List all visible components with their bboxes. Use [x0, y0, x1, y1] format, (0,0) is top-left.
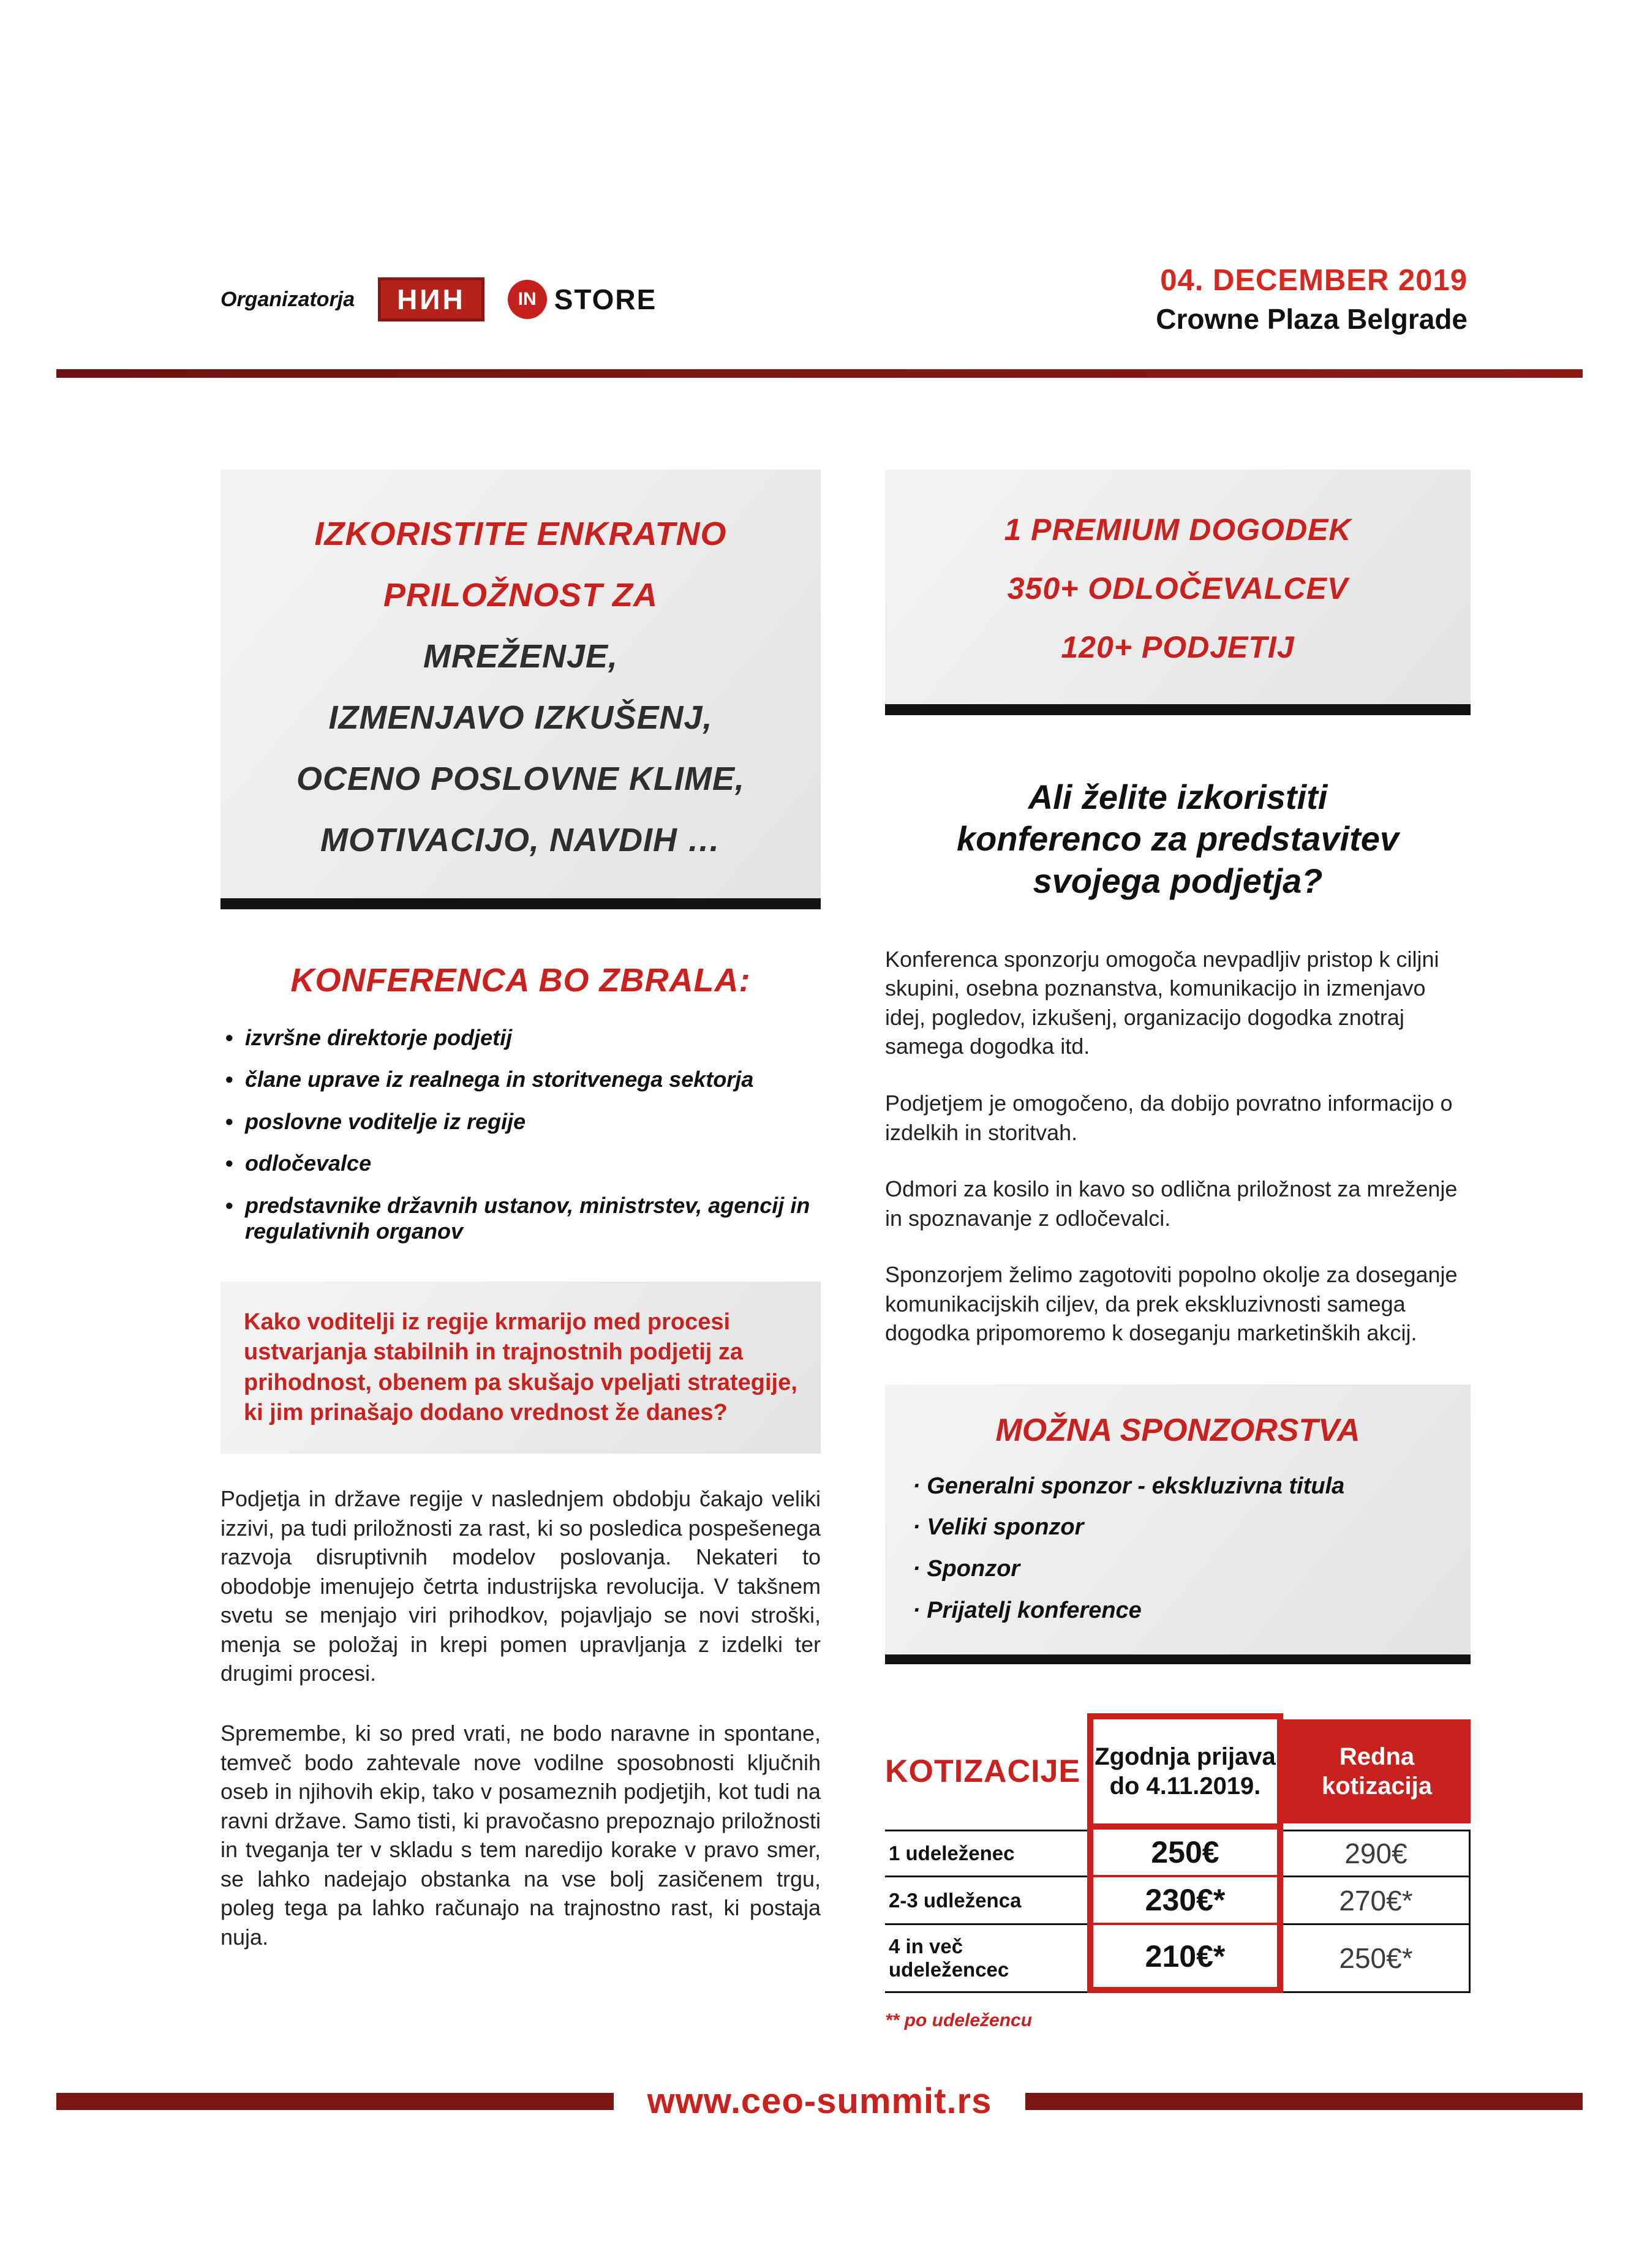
page-footer: [56, 2081, 1583, 2122]
gather-heading: KONFERENCA BO ZBRALA:: [290, 962, 751, 999]
sponsorship-item: · Veliki sponzor: [913, 1514, 1084, 1541]
instore-logo: [508, 280, 657, 319]
footer-bar-right: [1025, 2093, 1583, 2110]
hero-line: IZKORISTITE ENKRATNO: [314, 516, 727, 552]
instore-wordmark: STORE: [554, 284, 657, 315]
header-divider: [56, 369, 1583, 378]
hero-line: PRILOŽNOST ZA: [383, 577, 658, 614]
hero-line: OCENO POSLOVNE KLIME,: [296, 760, 745, 797]
bullet-item: • člane uprave iz realnega in storitvenega sektorja: [220, 1067, 821, 1092]
regular-price-value: 250€*: [1283, 1925, 1471, 1993]
sponsorship-item: · Generalni sponzor - ekskluzivna titula: [913, 1473, 1345, 1499]
nin-logo: НИН: [378, 277, 484, 321]
pricing-table: [885, 1713, 1471, 1993]
regular-price-value: 270€*: [1283, 1877, 1471, 1925]
pricing-row: [885, 1877, 1471, 1925]
sponsorship-item: · Prijatelj konference: [913, 1597, 1142, 1623]
early-price-value: 210€*: [1087, 1925, 1283, 1993]
event-venue: Crowne Plaza Belgrade: [1156, 303, 1468, 335]
bullet-item: • izvršne direktorje podjetij: [220, 1025, 821, 1051]
bullet-item: • poslovne voditelje iz regije: [220, 1109, 821, 1135]
organizers-label: Organizatorja: [220, 287, 355, 311]
bullet-item: • predstavnike državnih ustanov, ministrstev, agencij in regulativnih organov: [220, 1193, 821, 1245]
event-date: 04. DECEMBER 2019: [1160, 264, 1468, 297]
intro-paragraph-1: Podjetja in države regije v naslednjem obdobju čakajo veliki izzivi, pa tudi priložnosti za rast, ki so posledica pospešenega razvoja disruptivnih modelov poslovanja. Nekateri to obodobje imenujejo četrta industrijska revolucija. V takšnem svetu se menjajo viri prihodkov, pojavljajo se novi stroški, menja se položaj in krepi pomen upravljanja z izdelki ter drugimi procesi.: [220, 1486, 821, 1686]
sponsor-paragraph-2: Podjetjem je omogočeno, da dobijo povratno informacijo o izdelkih in storitvah.: [885, 1091, 1453, 1145]
pricing-row: [885, 1925, 1471, 1993]
footer-bar-left: [56, 2093, 614, 2110]
sponsorships-box: [885, 1384, 1471, 1665]
sponsor-paragraph-3: Odmori za kosilo in kavo so odlična priložnost za mreženje in spoznavanje z odločevalci.: [885, 1176, 1458, 1231]
pricing-title: KOTIZACIJE: [885, 1754, 1081, 1790]
stats-line: 120+ PODJETIJ: [1061, 630, 1295, 664]
hero-line: MOTIVACIJO, NAVDIH …: [320, 822, 722, 858]
sponsorships-heading: MOŽNA SPONZORSTVA: [995, 1412, 1360, 1448]
early-price-value: 230€*: [1087, 1877, 1283, 1925]
pricing-section: [885, 1713, 1471, 2031]
stats-line: 350+ ODLOČEVALCEV: [1007, 571, 1349, 606]
hero-box: [220, 470, 821, 909]
event-meta: [1156, 263, 1468, 336]
hero-line: MREŽENJE,: [423, 638, 619, 675]
bullet-item: • odločevalce: [220, 1151, 821, 1176]
intro-paragraph-2: Spremembe, ki so pred vrati, ne bodo naravne in spontane, temveč bodo zahtevale nove vodilne sposobnosti ključnih oseb in njihovih ekip, tako v posameznih podjetjih, kot tudi na ravni države. Samo tisti, ki pravočasno prepoznajo priložnosti in tveganja ter v skladu s tem naredijo korake v pravo smer, se lahko nadejajo obstanka na vse bolj zasičenem trgu, poleg tega pa lahko računajo na trajnostno rast, ki postaja nuja.: [220, 1720, 821, 1950]
sponsorship-item: · Sponzor: [913, 1555, 1020, 1582]
pricing-note: ** po udeležencu: [885, 2010, 1033, 2031]
pricing-row: [885, 1830, 1471, 1877]
page-header: [220, 263, 1468, 336]
organizers-cluster: [220, 277, 657, 321]
sponsor-paragraph-4: Sponzorjem želimo zagotoviti popolno okolje za doseganje komunikacijskih ciljev, da prek ekskluzivnosti samega dogodka pripomoremo k doseganju marketinških akcij.: [885, 1262, 1458, 1346]
regular-price-column-header: Redna kotizacija: [1283, 1713, 1471, 1830]
left-column: [220, 470, 821, 2031]
instore-circle-icon: IN: [508, 280, 547, 319]
sponsor-question-heading: Ali želite izkoristiti konferenco za predstavitev svojega podjetja?: [956, 778, 1400, 900]
hero-line: IZMENJAVO IZKUŠENJ,: [328, 699, 713, 736]
early-price-value: 250€: [1087, 1830, 1283, 1877]
stats-box: [885, 470, 1471, 715]
website-link[interactable]: www.ceo-summit.rs: [647, 2081, 992, 2121]
leaders-question-box: Kako voditelji iz regije krmarijo med procesi ustvarjanja stabilnih in trajnostnih podjetij za prihodnost, obenem pa skušajo vpeljati strategije, ki jim prinašajo dodano vrednost že danes?: [220, 1282, 821, 1454]
pricing-row-label: 1 udeleženec: [885, 1830, 1087, 1877]
pricing-header-row: [885, 1713, 1471, 1830]
early-price-column-header: Zgodnja prijava do 4.11.2019.: [1087, 1713, 1283, 1830]
content-columns: [220, 470, 1471, 2031]
audience-bullet-list: [220, 1025, 821, 1245]
regular-price-value: 290€: [1283, 1830, 1471, 1877]
stats-line: 1 PREMIUM DOGODEK: [1004, 513, 1352, 547]
right-column: [885, 470, 1471, 2031]
pricing-row-label: 2-3 udleženca: [885, 1877, 1087, 1925]
sponsor-paragraph-1: Konferenca sponzorju omogoča nevpadljiv pristop k ciljni skupini, osebna poznanstva, komunikacijo in izmenjavo idej, pogledov, izkušenj, organizacijo dogodka znotraj samega dogodka itd.: [885, 946, 1439, 1059]
pricing-row-label: 4 in več udeležencec: [885, 1925, 1087, 1993]
